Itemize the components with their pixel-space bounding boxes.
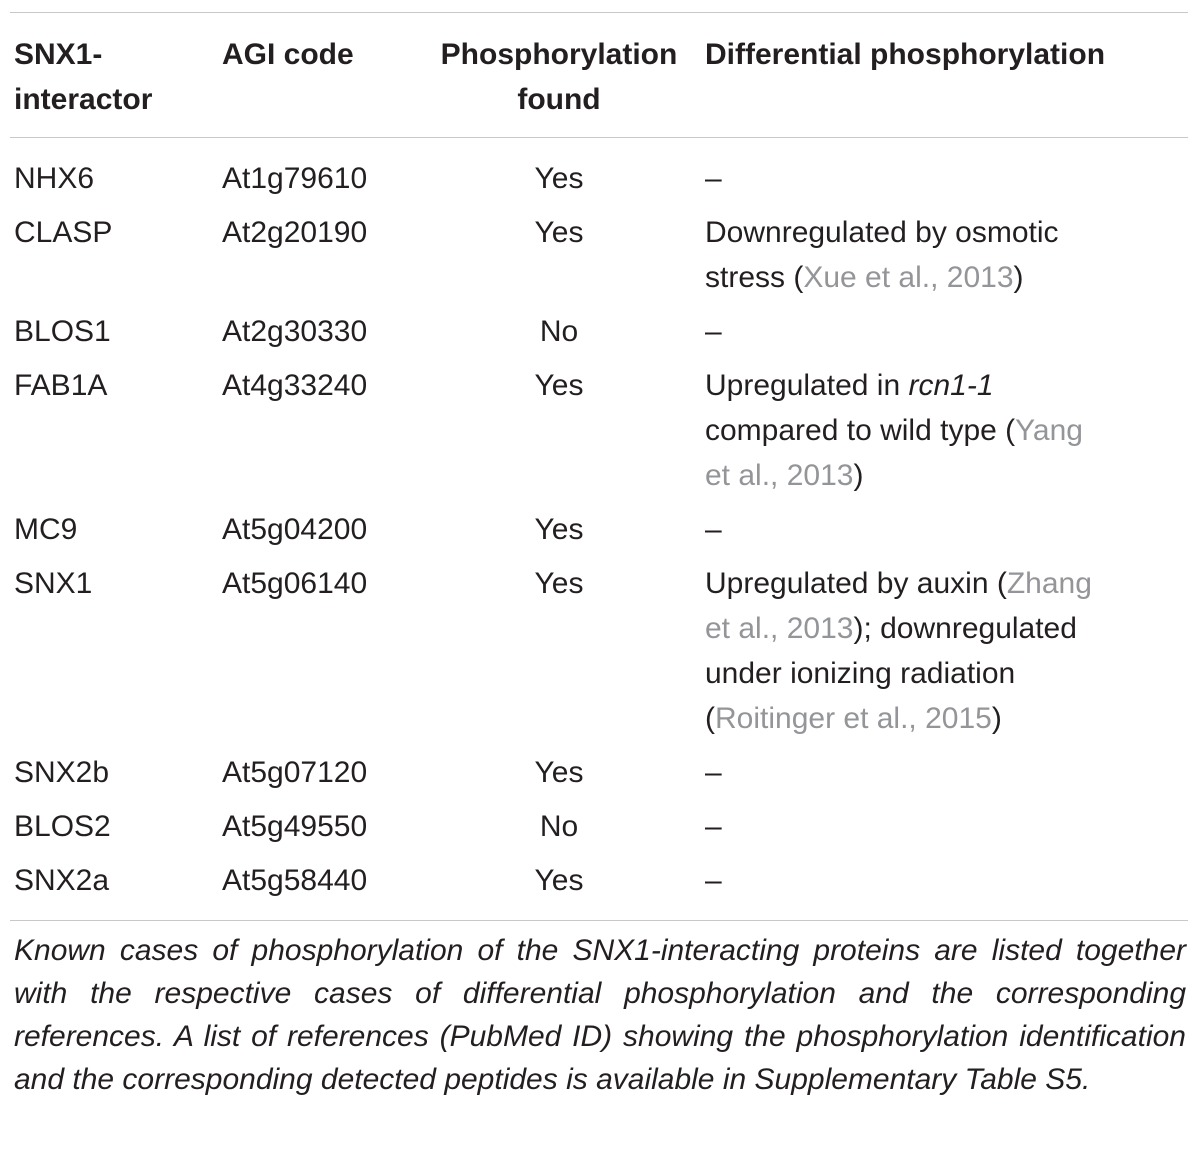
- empty-dash: –: [705, 864, 722, 897]
- reference-citation: Yang: [1015, 414, 1083, 447]
- empty-dash: –: [705, 162, 722, 195]
- table-row: [0, 561, 1200, 741]
- diff-line: [705, 561, 1185, 606]
- reference-citation: Zhang: [1006, 567, 1092, 600]
- diff-text: compared to wild type (: [705, 414, 1016, 447]
- table-header-rule: [10, 137, 1188, 138]
- diff-line: [705, 255, 1185, 300]
- diff-text: Upregulated in: [705, 369, 909, 402]
- cell-agi-code: At5g58440: [222, 864, 368, 897]
- diff-line: [705, 363, 1185, 408]
- diff-line: [705, 750, 1185, 795]
- diff-text: stress (: [705, 261, 804, 294]
- cell-agi-code: At5g04200: [222, 513, 368, 546]
- diff-text: Upregulated by auxin (: [705, 567, 1007, 600]
- table-row: [0, 804, 1200, 849]
- reference-citation: Xue et al., 2013: [803, 261, 1014, 294]
- diff-line: [705, 696, 1185, 741]
- header-agi-code: AGI code: [222, 38, 354, 71]
- diff-line: [705, 507, 1185, 552]
- header-differential-phosphorylation: Differential phosphorylation: [705, 38, 1106, 71]
- cell-phosphorylation: No: [539, 315, 579, 348]
- cell-differential-phosphorylation: [705, 156, 1185, 201]
- diff-line: [705, 453, 1185, 498]
- cell-differential-phosphorylation: [705, 561, 1185, 741]
- table-row: [0, 210, 1200, 300]
- diff-text: ); downregulated: [853, 612, 1077, 645]
- cell-phosphorylation: Yes: [534, 369, 584, 402]
- diff-text: (: [705, 702, 715, 735]
- cell-agi-code: At1g79610: [222, 162, 368, 195]
- empty-dash: –: [705, 513, 722, 546]
- cell-phosphorylation: Yes: [534, 216, 584, 249]
- cell-differential-phosphorylation: [705, 507, 1185, 552]
- cell-phosphorylation: Yes: [534, 513, 584, 546]
- diff-line: [705, 804, 1185, 849]
- diff-text: ): [853, 459, 864, 492]
- cell-interactor: SNX1: [14, 567, 93, 600]
- diff-text: under ionizing radiation: [705, 657, 1016, 690]
- table-top-rule: [10, 12, 1188, 13]
- cell-agi-code: At5g06140: [222, 567, 368, 600]
- diff-text: ): [1013, 261, 1024, 294]
- cell-differential-phosphorylation: [705, 309, 1185, 354]
- cell-agi-code: At5g07120: [222, 756, 368, 789]
- empty-dash: –: [705, 756, 722, 789]
- diff-line: [705, 606, 1185, 651]
- table-row: [0, 156, 1200, 201]
- table-row: [0, 363, 1200, 498]
- cell-agi-code: At5g49550: [222, 810, 368, 843]
- cell-differential-phosphorylation: [705, 858, 1185, 903]
- diff-line: [705, 408, 1185, 453]
- header-phosphorylation-found: Phosphorylation found: [440, 38, 678, 116]
- table-row: [0, 507, 1200, 552]
- table-bottom-rule: [10, 920, 1188, 921]
- reference-citation: et al., 2013: [705, 459, 854, 492]
- cell-differential-phosphorylation: [705, 804, 1185, 849]
- diff-line: [705, 651, 1185, 696]
- table-row: [0, 858, 1200, 903]
- table-row: [0, 750, 1200, 795]
- reference-citation: et al., 2013: [705, 612, 854, 645]
- cell-agi-code: At2g30330: [222, 315, 368, 348]
- cell-interactor: SNX2b: [14, 756, 110, 789]
- diff-line: [705, 210, 1185, 255]
- cell-agi-code: At4g33240: [222, 369, 368, 402]
- cell-phosphorylation: Yes: [534, 864, 584, 897]
- cell-interactor: BLOS2: [14, 810, 111, 843]
- cell-differential-phosphorylation: [705, 363, 1185, 498]
- diff-text: ): [991, 702, 1002, 735]
- empty-dash: –: [705, 315, 722, 348]
- cell-interactor: NHX6: [14, 162, 95, 195]
- cell-agi-code: At2g20190: [222, 216, 368, 249]
- diff-text: Downregulated by osmotic: [705, 216, 1059, 249]
- table-caption: Known cases of phosphorylation of the SNX1-interacting proteins are listed together with the respective cases of differential phosphorylation and the corresponding references. A list of references (PubMed ID) showing the phosphorylation identification and the corresponding detected peptides is available in Supplementary Table S5.: [14, 934, 1186, 1096]
- diff-line: [705, 858, 1185, 903]
- empty-dash: –: [705, 810, 722, 843]
- cell-phosphorylation: Yes: [534, 756, 584, 789]
- cell-phosphorylation: Yes: [534, 162, 584, 195]
- cell-interactor: CLASP: [14, 216, 113, 249]
- table-row: [0, 309, 1200, 354]
- cell-interactor: SNX2a: [14, 864, 110, 897]
- cell-differential-phosphorylation: [705, 210, 1185, 300]
- cell-interactor: MC9: [14, 513, 78, 546]
- diff-line: [705, 309, 1185, 354]
- cell-interactor: FAB1A: [14, 369, 108, 402]
- cell-differential-phosphorylation: [705, 750, 1185, 795]
- cell-phosphorylation: No: [539, 810, 579, 843]
- mutant-name: rcn1-1: [908, 369, 994, 402]
- header-interactor: SNX1- interactor: [14, 38, 153, 116]
- cell-interactor: BLOS1: [14, 315, 111, 348]
- reference-citation: Roitinger et al., 2015: [715, 702, 992, 735]
- cell-phosphorylation: Yes: [534, 567, 584, 600]
- diff-line: [705, 156, 1185, 201]
